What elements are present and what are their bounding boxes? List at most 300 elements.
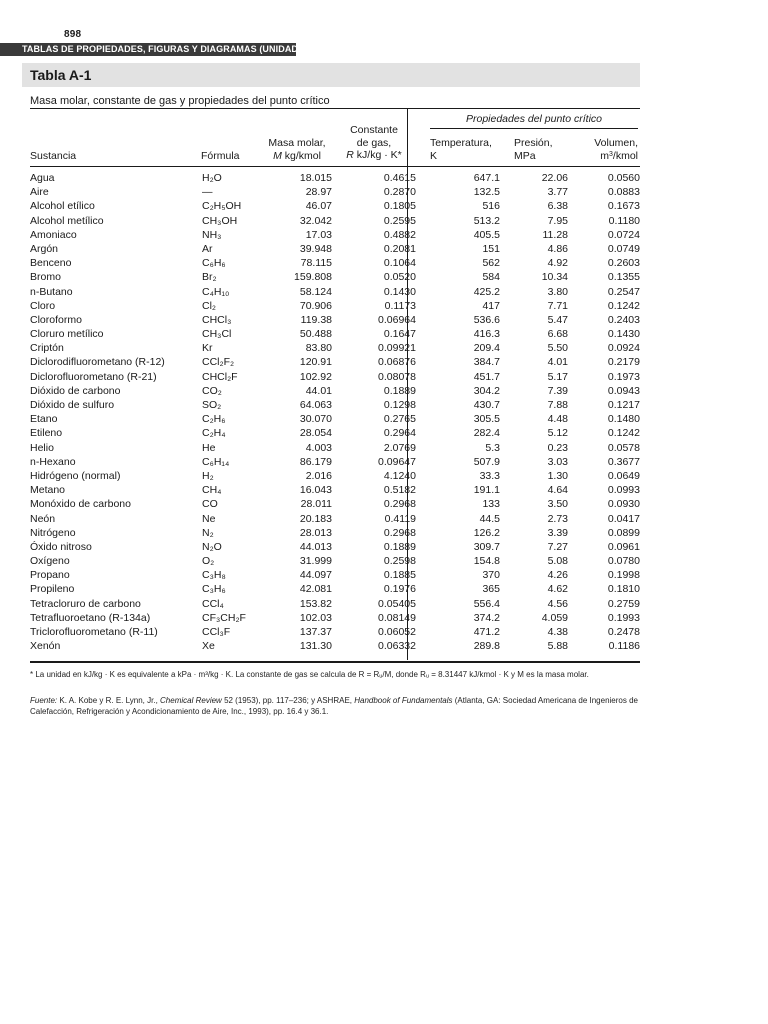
table-row: [30, 497, 640, 511]
critical-pressure-value: 4.48: [547, 413, 568, 426]
molar-mass-value: 39.948: [299, 242, 332, 255]
header-gas-constant-line1: Constante: [350, 124, 398, 136]
substance-name: n-Butano: [30, 285, 73, 298]
substance-name: Tetracloruro de carbono: [30, 597, 141, 610]
critical-temperature-value: 536.6: [473, 313, 500, 326]
critical-pressure-value: 4.01: [547, 356, 568, 369]
chemical-formula: CO₂: [202, 384, 222, 397]
gas-constant-value: 0.1298: [383, 399, 416, 411]
table-caption: Masa molar, constante de gas y propiedades del punto crítico: [30, 95, 330, 107]
critical-pressure-value: 4.56: [547, 597, 568, 610]
critical-temperature-value: 289.8: [473, 640, 500, 653]
substance-name: Cloroformo: [30, 313, 82, 326]
molar-mass-value: 102.92: [299, 370, 332, 383]
critical-volume-value: 0.2403: [607, 313, 640, 326]
chemical-formula: Ar: [202, 242, 213, 255]
molar-mass-value: 28.054: [299, 427, 332, 440]
critical-temperature-value: 191.1: [473, 484, 500, 497]
molar-mass-value: 70.906: [299, 299, 332, 312]
table-row: [30, 568, 640, 582]
molar-mass-value: 2.016: [305, 469, 332, 482]
chemical-formula: CHCl₂F: [202, 370, 238, 383]
substance-name: Propano: [30, 569, 70, 582]
molar-mass-value: 28.013: [299, 526, 332, 539]
table-row: [30, 242, 640, 256]
critical-pressure-value: 0.23: [547, 441, 568, 454]
substance-name: Neón: [30, 512, 56, 525]
table-row: [30, 270, 640, 284]
substance-name: Benceno: [30, 257, 72, 270]
table-row: [30, 299, 640, 313]
table-row: [30, 285, 640, 299]
gas-constant-value: 0.2081: [383, 242, 416, 255]
molar-mass-value: 32.042: [299, 214, 332, 227]
critical-volume-value: 0.1480: [607, 413, 640, 426]
chemical-formula: Cl₂: [202, 299, 216, 312]
critical-temperature-value: 154.8: [473, 555, 500, 568]
source-part3: (Atlanta, GA: Sociedad Americana de Ingenieros de Calefacción, Refrigeración y Acondicionamiento de Aire, Inc., 1993), pp. 16.4 y 36.1.: [30, 696, 638, 716]
header-volume-unit-base: m: [600, 149, 609, 162]
chemical-formula: C₂H₅OH: [202, 200, 242, 213]
critical-temperature-value: 132.5: [473, 186, 500, 199]
gas-constant-value: 0.2870: [383, 186, 416, 199]
critical-pressure-value: 6.38: [547, 200, 568, 213]
gas-constant-value: 0.1976: [383, 583, 416, 596]
gas-constant-value: 0.09921: [378, 342, 416, 355]
table-row: [30, 512, 640, 526]
critical-pressure-value: 5.50: [547, 342, 568, 355]
critical-volume-value: 0.2179: [607, 356, 640, 369]
molar-mass-value: 44.01: [305, 384, 332, 397]
critical-volume-value: 0.1810: [607, 583, 640, 596]
critical-properties-header: Propiedades del punto crítico: [465, 113, 602, 125]
header-volume: [566, 137, 638, 162]
critical-volume-value: 0.0993: [607, 484, 640, 497]
critical-volume-value: 0.1217: [607, 399, 640, 411]
molar-mass-value: 137.37: [299, 626, 332, 638]
critical-pressure-value: 4.64: [547, 484, 568, 497]
header-gas-constant: [336, 124, 412, 162]
critical-volume-value: 0.1242: [607, 427, 640, 440]
critical-group-rule: [430, 128, 638, 129]
table-row: [30, 455, 640, 469]
chemical-formula: CH₃OH: [202, 214, 238, 227]
substance-name: Monóxido de carbono: [30, 498, 131, 511]
gas-constant-value: 0.1430: [383, 285, 416, 298]
molar-mass-value: 58.124: [299, 285, 332, 298]
header-volume-unit-rest: /kmol: [612, 149, 638, 162]
substance-name: Hidrógeno (normal): [30, 469, 121, 482]
molar-mass-value: 131.30: [299, 640, 332, 653]
gas-constant-value: 0.0520: [383, 271, 416, 284]
molar-mass-value: 31.999: [299, 555, 332, 568]
chemical-formula: C₆H₆: [202, 257, 226, 270]
critical-pressure-value: 4.38: [547, 626, 568, 638]
table-body: [30, 171, 640, 653]
header-volume-unit-exp: 3: [609, 150, 613, 158]
chemical-formula: C₃H₈: [202, 569, 226, 582]
table-row: [30, 228, 640, 242]
critical-temperature-value: 417: [482, 299, 500, 312]
critical-volume-value: 0.2759: [607, 597, 640, 610]
header-substance-text: Sustancia: [30, 150, 77, 162]
critical-temperature-value: 44.5: [479, 512, 500, 525]
molar-mass-value: 18.015: [299, 172, 332, 184]
critical-volume-value: 0.3677: [607, 455, 640, 468]
header-pressure: [514, 137, 553, 162]
critical-volume-value: 0.1673: [607, 200, 640, 213]
header-pressure-line1: Presión,: [514, 137, 553, 149]
gas-constant-value: 0.08078: [378, 370, 416, 383]
chemical-formula: CCl₃F: [202, 626, 231, 638]
critical-pressure-value: 4.86: [547, 242, 568, 255]
chemical-formula: C₃H₆: [202, 583, 226, 596]
critical-temperature-value: 133: [482, 498, 500, 511]
gas-constant-value: 0.2964: [383, 427, 416, 440]
critical-volume-value: 0.0560: [607, 172, 640, 184]
critical-temperature-value: 416.3: [473, 328, 500, 341]
critical-temperature-value: 562: [482, 257, 500, 270]
critical-volume-value: 0.0924: [607, 342, 640, 355]
gas-constant-value: 0.5182: [383, 484, 416, 497]
substance-name: Alcohol metílico: [30, 214, 104, 227]
substance-name: Triclorofluorometano (R-11): [30, 626, 158, 638]
critical-pressure-value: 5.08: [547, 555, 568, 568]
critical-temperature-value: 365: [482, 583, 500, 596]
chemical-formula: H₂: [202, 469, 214, 482]
molar-mass-value: 86.179: [299, 455, 332, 468]
header-molar-mass: [254, 137, 340, 162]
table-row: [30, 441, 640, 455]
header-gas-constant-line2: de gas,: [356, 136, 392, 149]
table-top-rule: [30, 108, 640, 109]
table-row: [30, 171, 640, 185]
critical-volume-value: 0.0883: [607, 186, 640, 199]
molar-mass-value: 159.808: [294, 271, 332, 284]
chemical-formula: SO₂: [202, 399, 222, 411]
chemical-formula: CCl₂F₂: [202, 356, 235, 369]
table-row: [30, 214, 640, 228]
substance-name: Diclorodifluorometano (R-12): [30, 356, 165, 369]
header-temperature-unit: K: [430, 149, 438, 162]
critical-volume-value: 0.2547: [607, 285, 640, 298]
critical-pressure-value: 3.39: [547, 526, 568, 539]
table-row: [30, 341, 640, 355]
molar-mass-value: 28.011: [300, 498, 332, 511]
critical-temperature-value: 309.7: [473, 540, 500, 553]
critical-volume-value: 0.1998: [607, 569, 640, 582]
gas-constant-value: 0.08149: [378, 611, 416, 624]
critical-volume-value: 0.0899: [607, 526, 640, 539]
critical-temperature-value: 405.5: [473, 228, 500, 241]
header-formula-text: Fórmula: [201, 150, 240, 162]
critical-temperature-value: 430.7: [473, 399, 500, 411]
critical-temperature-value: 513.2: [473, 214, 500, 227]
chemical-formula: CCl₄: [202, 597, 224, 610]
substance-name: Criptón: [30, 342, 64, 355]
critical-temperature-value: 126.2: [473, 526, 500, 539]
header-formula: [201, 150, 240, 163]
table-row: [30, 483, 640, 497]
critical-pressure-value: 3.50: [547, 498, 568, 511]
table-row: [30, 412, 640, 426]
chemical-formula: C₆H₁₄: [202, 455, 230, 468]
table-id: Tabla A-1: [30, 67, 92, 83]
table-bottom-rule: [30, 661, 640, 663]
substance-name: Alcohol etílico: [30, 200, 95, 213]
critical-volume-value: 0.0943: [607, 384, 640, 397]
source-footnote: [30, 696, 642, 717]
critical-temperature-value: 507.9: [473, 455, 500, 468]
header-molar-mass-unit: kg/kmol: [284, 149, 321, 162]
substance-name: Argón: [30, 242, 59, 255]
substance-name: Óxido nitroso: [30, 540, 92, 553]
table-row: [30, 426, 640, 440]
critical-temperature-value: 209.4: [473, 342, 500, 355]
gas-constant-value: 0.2595: [383, 214, 416, 227]
molar-mass-value: 46.07: [305, 200, 332, 213]
substance-name: Xenón: [30, 640, 61, 653]
critical-pressure-value: 5.88: [547, 640, 568, 653]
gas-constant-value: 0.1173: [384, 299, 416, 312]
critical-temperature-value: 5.3: [485, 441, 500, 454]
table-row: [30, 199, 640, 213]
critical-temperature-value: 282.4: [473, 427, 500, 440]
molar-mass-value: 20.183: [299, 512, 332, 525]
critical-pressure-value: 3.03: [547, 455, 568, 468]
chemical-formula: Br₂: [202, 271, 217, 284]
substance-name: Amoniaco: [30, 228, 77, 241]
gas-constant-value: 0.4882: [383, 228, 416, 241]
critical-pressure-value: 4.26: [547, 569, 568, 582]
header-temperature: [430, 137, 492, 162]
table-row: [30, 370, 640, 384]
critical-temperature-value: 370: [482, 569, 500, 582]
table-row: [30, 327, 640, 341]
critical-volume-value: 0.0749: [607, 242, 640, 255]
molar-mass-value: 78.115: [300, 257, 332, 270]
critical-temperature-value: 471.2: [473, 626, 500, 638]
critical-temperature-value: 647.1: [473, 172, 500, 184]
gas-constant-value: 0.1064: [383, 257, 416, 270]
substance-name: Diclorofluorometano (R-21): [30, 370, 157, 383]
critical-pressure-value: 5.17: [547, 370, 568, 383]
critical-pressure-value: 7.27: [547, 540, 568, 553]
chemical-formula: C₂H₆: [202, 413, 226, 426]
critical-volume-value: 0.2603: [607, 257, 640, 270]
table-row: [30, 469, 640, 483]
critical-volume-value: 0.1186: [608, 640, 640, 653]
chemical-formula: Xe: [202, 640, 215, 653]
chemical-formula: H₂O: [202, 172, 222, 184]
gas-constant-value: 0.09647: [378, 455, 416, 468]
gas-constant-value: 0.05405: [378, 597, 416, 610]
table-row: [30, 639, 640, 653]
source-part2: 52 (1953), pp. 117–236; y ASHRAE,: [224, 696, 352, 705]
gas-constant-value: 0.4119: [384, 512, 416, 525]
critical-pressure-value: 7.88: [547, 399, 568, 411]
critical-volume-value: 0.0780: [607, 555, 640, 568]
source-part1: K. A. Kobe y R. E. Lynn, Jr.,: [59, 696, 158, 705]
chemical-formula: O₂: [202, 555, 215, 568]
critical-volume-value: 0.2478: [607, 626, 640, 638]
critical-pressure-value: 7.95: [547, 214, 568, 227]
units-footnote: * La unidad en kJ/kg · K es equivalente a kPa · m³/kg · K. La constante de gas se calcula de R = Rᵤ/M, donde Rᵤ = 8.31447 kJ/kmol · K y M es la masa molar.: [30, 670, 589, 679]
critical-volume-value: 0.0578: [607, 441, 640, 454]
critical-pressure-value: 5.12: [547, 427, 568, 440]
gas-constant-value: 0.06964: [378, 313, 416, 326]
critical-temperature-value: 33.3: [479, 469, 500, 482]
table-row: [30, 313, 640, 327]
critical-pressure-value: 3.80: [547, 285, 568, 298]
header-substance: [30, 150, 76, 163]
molar-mass-value: 17.03: [305, 228, 332, 241]
critical-pressure-value: 4.059: [541, 611, 568, 624]
header-bottom-rule: [30, 166, 640, 167]
gas-constant-value: 0.1889: [383, 384, 416, 397]
gas-constant-value: 0.2968: [383, 498, 416, 511]
gas-constant-value: 0.4615: [383, 172, 416, 184]
critical-volume-value: 0.0961: [607, 540, 640, 553]
molar-mass-value: 28.97: [305, 186, 332, 199]
substance-name: n-Hexano: [30, 455, 76, 468]
gas-constant-value: 0.1805: [383, 200, 416, 213]
critical-pressure-value: 10.34: [541, 271, 568, 284]
critical-volume-value: 0.1180: [608, 214, 640, 227]
critical-temperature-value: 304.2: [473, 384, 500, 397]
chemical-formula: C₄H₁₀: [202, 285, 230, 298]
critical-volume-value: 0.1993: [607, 611, 640, 624]
critical-temperature-value: 516: [482, 200, 500, 213]
table-row: [30, 526, 640, 540]
gas-constant-value: 0.2968: [383, 526, 416, 539]
critical-volume-value: 0.0649: [607, 469, 640, 482]
header-molar-mass-line1: Masa molar,: [268, 137, 326, 149]
molar-mass-value: 64.063: [299, 399, 332, 411]
table-row: [30, 540, 640, 554]
substance-name: Bromo: [30, 271, 61, 284]
table-row: [30, 611, 640, 625]
molar-mass-value: 120.91: [299, 356, 332, 369]
critical-pressure-value: 2.73: [547, 512, 568, 525]
chemical-formula: NH₃: [202, 228, 222, 241]
critical-temperature-value: 384.7: [473, 356, 500, 369]
gas-constant-value: 0.1889: [383, 540, 416, 553]
critical-temperature-value: 584: [482, 271, 500, 284]
gas-constant-value: 0.1647: [383, 328, 416, 341]
critical-pressure-value: 3.77: [547, 186, 568, 199]
table-row: [30, 554, 640, 568]
table-row: [30, 625, 640, 639]
critical-pressure-value: 11.28: [542, 228, 568, 241]
table-row: [30, 185, 640, 199]
header-gas-constant-line3: [336, 149, 412, 162]
gas-constant-value: 0.06052: [378, 626, 416, 638]
substance-name: Etano: [30, 413, 58, 426]
critical-volume-value: 0.1355: [607, 271, 640, 284]
gas-constant-value: 0.06876: [378, 356, 416, 369]
table-row: [30, 597, 640, 611]
table-row: [30, 355, 640, 369]
molar-mass-value: 44.013: [299, 540, 332, 553]
critical-pressure-value: 1.30: [547, 469, 568, 482]
critical-volume-value: 0.0724: [607, 228, 640, 241]
critical-temperature-value: 151: [482, 242, 500, 255]
critical-volume-value: 0.1973: [607, 370, 640, 383]
substance-name: Dióxido de carbono: [30, 384, 121, 397]
critical-volume-value: 0.1430: [607, 328, 640, 341]
gas-constant-value: 0.06332: [378, 640, 416, 653]
header-pressure-unit: MPa: [514, 149, 536, 162]
page-number: 898: [64, 29, 82, 40]
critical-pressure-value: 7.39: [547, 384, 568, 397]
molar-mass-value: 119.38: [300, 313, 332, 326]
substance-name: Nitrógeno: [30, 526, 76, 539]
critical-temperature-value: 451.7: [473, 370, 500, 383]
source-journal: Chemical Review: [160, 696, 222, 705]
chemical-formula: CF₃CH₂F: [202, 611, 246, 624]
table-row: [30, 384, 640, 398]
chemical-formula: Kr: [202, 342, 213, 355]
molar-mass-value: 153.82: [299, 597, 332, 610]
chemical-formula: CH₄: [202, 484, 222, 497]
header-gas-constant-unit: kJ/kg · K*: [356, 149, 402, 161]
chemical-formula: Ne: [202, 512, 216, 525]
critical-volume-value: 0.0930: [607, 498, 640, 511]
chemical-formula: C₂H₄: [202, 427, 226, 440]
molar-mass-value: 83.80: [305, 342, 332, 355]
chemical-formula: CO: [202, 498, 218, 511]
molar-mass-value: 4.003: [305, 441, 332, 454]
chemical-formula: N₂: [202, 526, 214, 539]
gas-constant-value: 0.2598: [383, 555, 416, 568]
substance-name: Metano: [30, 484, 66, 497]
source-book: Handbook of Fundamentals: [354, 696, 453, 705]
header-molar-mass-symbol: M: [273, 149, 282, 162]
molar-mass-value: 102.03: [299, 611, 332, 624]
critical-volume-value: 0.1242: [607, 299, 640, 312]
gas-constant-value: 4.1240: [383, 469, 416, 482]
chemical-formula: —: [202, 186, 213, 199]
header-molar-mass-line2: [254, 150, 340, 163]
substance-name: Aire: [30, 186, 49, 199]
substance-name: Tetrafluoroetano (R-134a): [30, 611, 151, 624]
gas-constant-value: 2.0769: [383, 441, 416, 454]
source-label: Fuente:: [30, 696, 58, 705]
header-temperature-line1: Temperatura,: [430, 137, 492, 149]
critical-pressure-value: 7.71: [547, 299, 568, 312]
chemical-formula: CHCl₃: [202, 313, 232, 326]
critical-temperature-value: 425.2: [473, 285, 500, 298]
molar-mass-value: 30.070: [299, 413, 332, 426]
gas-constant-value: 0.1885: [383, 569, 416, 582]
chemical-formula: CH₃Cl: [202, 328, 232, 341]
header-volume-line1: Volumen,: [594, 137, 638, 149]
molar-mass-value: 16.043: [299, 484, 332, 497]
critical-temperature-value: 374.2: [473, 611, 500, 624]
running-head: TABLAS DE PROPIEDADES, FIGURAS Y DIAGRAMAS (UNIDADES SI): [0, 43, 296, 56]
substance-name: Oxígeno: [30, 555, 70, 568]
molar-mass-value: 42.081: [299, 583, 332, 596]
molar-mass-value: 50.488: [299, 328, 332, 341]
substance-name: Helio: [30, 441, 54, 454]
substance-name: Etileno: [30, 427, 63, 440]
critical-pressure-value: 22.06: [541, 172, 568, 184]
header-volume-unit: [566, 150, 638, 163]
chemical-formula: He: [202, 441, 216, 454]
critical-pressure-value: 6.68: [547, 328, 568, 341]
substance-name: Dióxido de sulfuro: [30, 399, 115, 411]
